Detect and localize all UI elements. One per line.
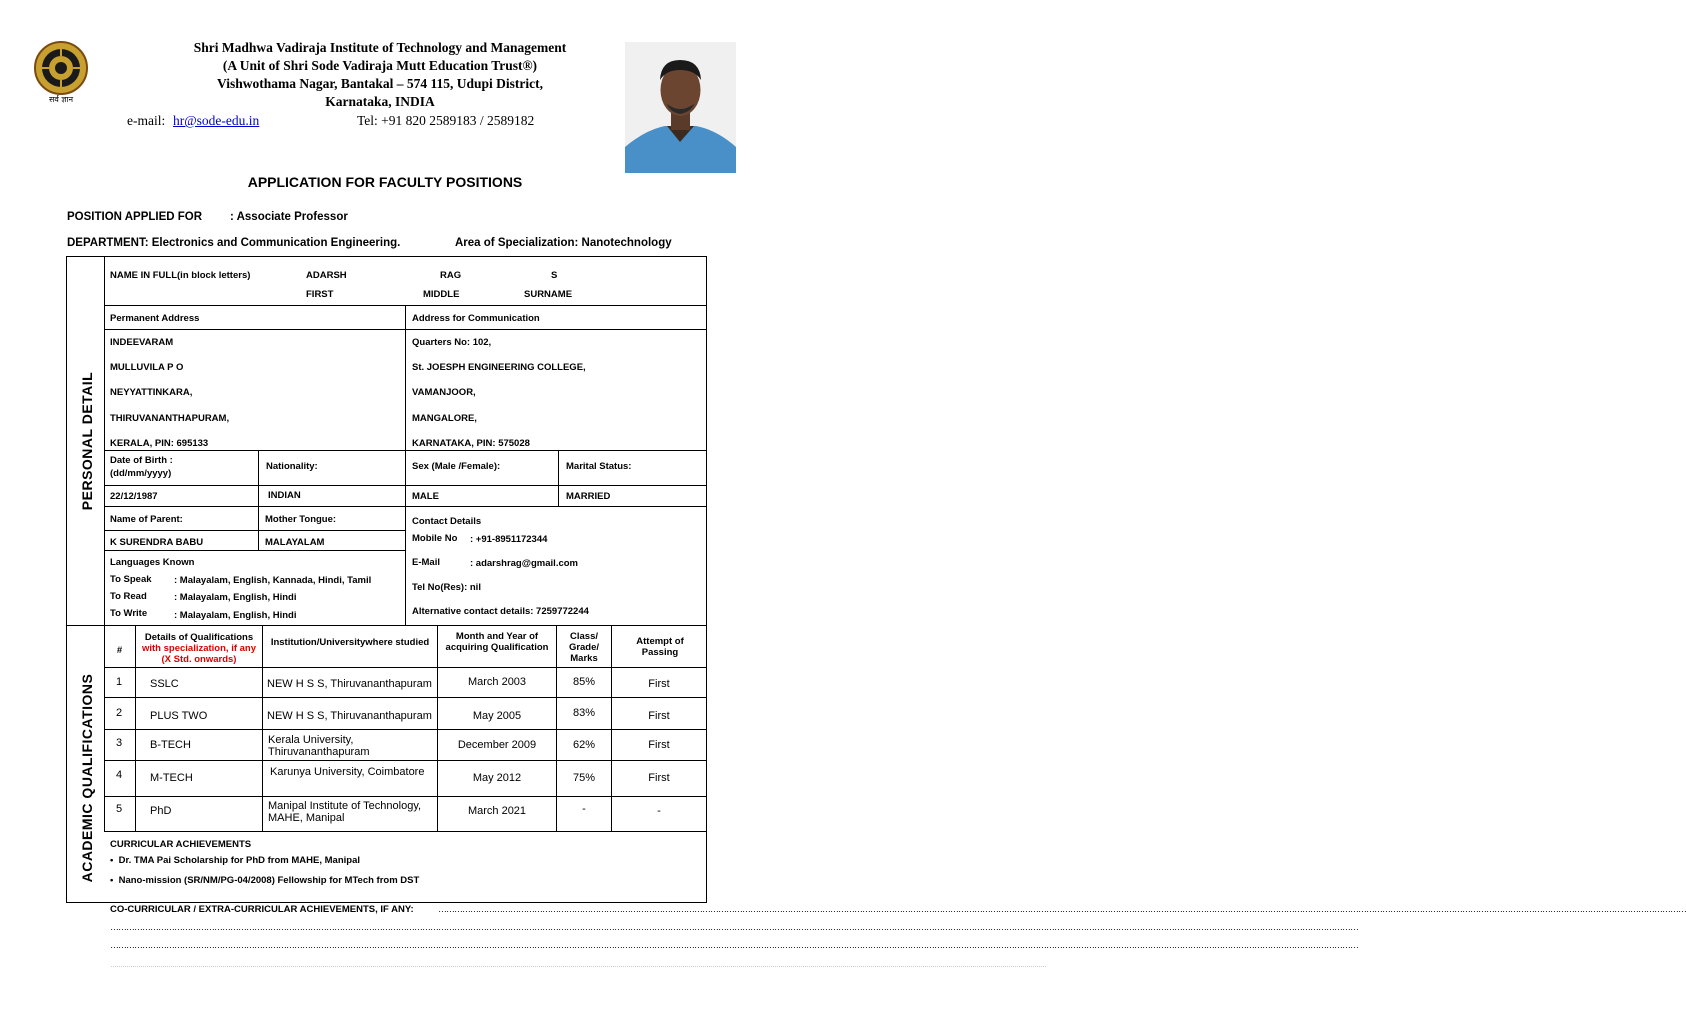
qual-institution: NEW H S S, Thiruvananthapuram [267,678,432,690]
qual-name: PhD [150,805,172,817]
col-institution: Institution/Universitywhere studied [270,637,430,648]
communication-address-line: MANGALORE, [412,413,477,424]
nationality-value: INDIAN [268,490,301,501]
write-label: To Write [110,608,148,619]
middle-name-label: MIDDLE [423,289,460,300]
email-label: e-mail: [127,113,166,128]
qual-date: May 2005 [472,710,522,722]
cocurricular-dots: ……………………………………………………………………………………………………………………………………………………………………………………………………………………………………………………………………………………………………………………………………………………………………………………………………………………………… [438,904,1686,914]
col-details: Details of Qualifications [144,632,254,643]
specialization: Area of Specialization: Nanotechnology [455,237,672,249]
qual-num: 5 [116,803,123,815]
speak-value: : Malayalam, English, Kannada, Hindi, Tamil [174,575,372,586]
qual-num: 3 [116,737,123,749]
name-label: NAME IN FULL(in block letters) [110,270,251,281]
qual-name: PLUS TWO [150,710,208,722]
qual-attempt: First [648,710,670,722]
permanent-address-line: THIRUVANANTHAPURAM, [110,413,230,424]
first-name: ADARSH [306,270,347,281]
qual-num: 4 [116,769,123,781]
dob-value: 22/12/1987 [110,491,158,502]
qual-institution: Karunya University, Coimbatore [270,766,425,778]
mobile-label: Mobile No [412,533,458,544]
permanent-address-line: NEYYATTINKARA, [110,387,193,398]
alt-contact: Alternative contact details: 7259772244 [412,606,589,617]
qual-attempt: First [648,678,670,690]
surname: S [551,270,558,281]
parent-label: Name of Parent: [110,514,183,525]
tel-text: Tel: +91 820 2589183 / 2589182 [357,113,535,128]
qual-grade: 75% [572,772,596,784]
qual-date: December 2009 [457,739,537,751]
position-value: : Associate Professor [230,211,348,223]
write-value: : Malayalam, English, Hindi [174,610,297,621]
communication-address-label: Address for Communication [412,313,540,324]
dob-format: (dd/mm/yyyy) [110,468,172,479]
read-label: To Read [110,591,147,602]
mobile-value: : +91-8951172344 [470,534,548,545]
position-label: POSITION APPLIED FOR [67,211,203,223]
sex-value: MALE [412,491,439,502]
contact-label: Contact Details [412,516,482,527]
read-value: : Malayalam, English, Hindi [174,592,297,603]
communication-address-line: VAMANJOOR, [412,387,476,398]
qual-name: SSLC [150,678,179,690]
qual-num: 2 [116,707,123,719]
marital-value: MARRIED [566,491,611,502]
contact-email-label: E-Mail [412,557,440,568]
tongue-label: Mother Tongue: [265,514,337,525]
qual-attempt: First [648,739,670,751]
name-section [104,256,706,306]
qual-name: M-TECH [150,772,193,784]
qual-num: 1 [116,676,123,688]
institute-logo [30,38,92,108]
qual-institution: Manipal Institute of Technology, MAHE, Manipal [268,800,422,824]
page-title: APPLICATION FOR FACULTY POSITIONS [247,174,523,190]
curricular-title: CURRICULAR ACHIEVEMENTS [110,839,252,850]
logo-caption: सर्व ज्ञान [48,95,74,104]
first-name-label: FIRST [306,289,334,300]
institute-state: Karnataka, INDIA [325,94,435,109]
col-month: Month and Year of acquiring Qualification [445,631,549,653]
qual-date: May 2012 [472,772,522,784]
communication-address-line: Quarters No: 102, [412,337,492,348]
qual-grade: 83% [572,707,596,719]
col-num: # [116,645,123,656]
speak-label: To Speak [110,574,152,585]
qual-attempt: First [648,772,670,784]
curricular-item: • Dr. TMA Pai Scholarship for PhD from MAHE, Manipal [110,855,361,866]
qual-attempt: - [657,805,661,817]
curricular-item: • Nano-mission (SR/NM/PG-04/2008) Fellowship for MTech from DST [110,875,420,886]
institute-unit: (A Unit of Shri Sode Vadiraja Mutt Education Trust®) [222,58,538,73]
surname-label: SURNAME [524,289,573,300]
qual-grade: 62% [572,739,596,751]
department: DEPARTMENT: Electronics and Communication Engineering. [67,237,401,249]
section-academic: ACADEMIC QUALIFICATIONS [79,673,95,883]
col-details-note: with specialization, if any (X Std. onwards) [141,643,257,665]
qual-grade: - [582,803,586,815]
col-class: Class/ Grade/ Marks [568,631,600,664]
qual-grade: 85% [572,676,596,688]
communication-address-line: St. JOESPH ENGINEERING COLLEGE, [412,362,586,373]
permanent-address-label: Permanent Address [110,313,200,324]
applicant-photo [625,42,736,173]
languages-label: Languages Known [110,557,195,568]
col-attempt: Attempt of Passing [636,636,684,658]
middle-name: RAG [440,270,462,281]
cocurricular-line: ……………………………………………………………………………………………………………………………………………………………………………………………………………………………………………………………………………………………………………………………………………………………………………………………………………………………… [110,922,1358,932]
qual-institution: Kerala University, Thiruvananthapuram [268,734,370,758]
tongue-value: MALAYALAM [265,537,325,548]
email-link[interactable]: hr@sode-edu.in [173,113,260,128]
marital-label: Marital Status: [566,461,632,472]
cocurricular-line: ……………………………………………………………………………………………………………………………………………………………………………………………………………………………………………………………………………………………………………………………………………………………………………………………………………………………… [110,940,1358,950]
tel-res: Tel No(Res): nil [412,582,481,593]
qual-institution: NEW H S S, Thiruvananthapuram [267,710,432,722]
permanent-address-line: INDEEVARAM [110,337,174,348]
nationality-label: Nationality: [266,461,318,472]
cocurricular-line: ……………………………………………………………………………………………………………………………………………………………………………………………………………………………………………………………………………………………………………………………………………………………………………………………………………………………… [110,962,1046,969]
institute-address: Vishwothama Nagar, Bantakal – 574 115, Udupi District, [216,76,544,91]
cocurricular-title: CO-CURRICULAR / EXTRA-CURRICULAR ACHIEVEMENTS, IF ANY: [110,904,414,915]
parent-value: K SURENDRA BABU [110,537,204,548]
qual-date: March 2003 [467,676,527,688]
qual-date: March 2021 [467,805,527,817]
qual-name: B-TECH [150,739,191,751]
permanent-address-line: KERALA, PIN: 695133 [110,438,209,449]
contact-email-value: : adarshrag@gmail.com [470,558,578,569]
sex-label: Sex (Male /Female): [412,461,501,472]
institute-name: Shri Madhwa Vadiraja Institute of Technology and Management [193,40,567,55]
section-personal: PERSONAL DETAIL [79,371,95,511]
communication-address-line: KARNATAKA, PIN: 575028 [412,438,530,449]
permanent-address-line: MULLUVILA P O [110,362,184,373]
dob-label: Date of Birth : [110,455,173,466]
